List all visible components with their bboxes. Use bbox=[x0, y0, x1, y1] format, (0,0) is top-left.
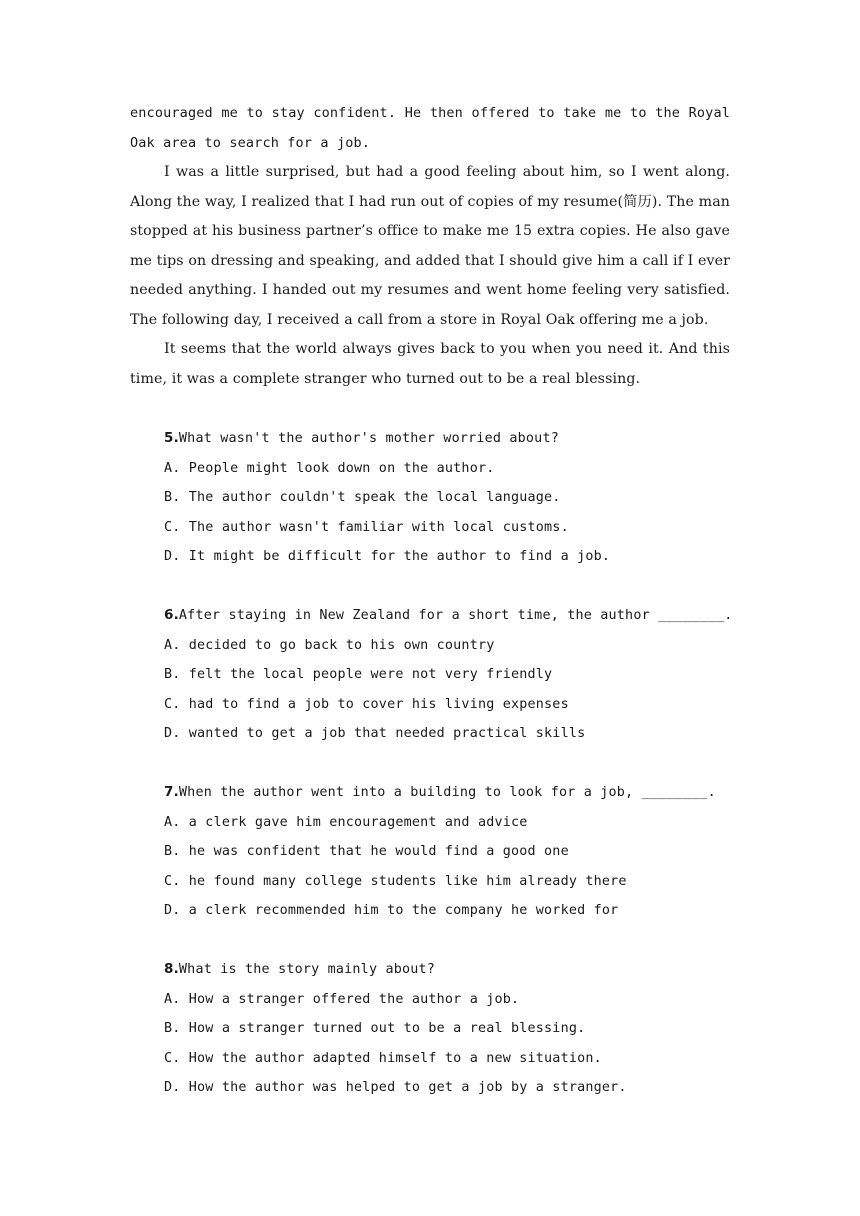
question-number: 6. bbox=[164, 607, 179, 623]
option-a: A. People might look down on the author. bbox=[164, 460, 495, 476]
option-d: D. It might be difficult for the author to find a job. bbox=[164, 549, 611, 564]
question-5 bbox=[164, 424, 764, 572]
question-8 bbox=[164, 955, 764, 1103]
option-c: C. had to find a job to cover his living expenses bbox=[164, 696, 569, 712]
option-a: A. a clerk gave him encouragement and advice bbox=[164, 814, 528, 830]
question-6 bbox=[164, 601, 764, 749]
question-text: What is the story mainly about? bbox=[178, 962, 436, 977]
option-b: B. How a stranger turned out to be a real blessing. bbox=[164, 1021, 586, 1036]
question-number: 7. bbox=[164, 784, 179, 800]
option-d: D. How the author was helped to get a job by a stranger. bbox=[164, 1080, 627, 1095]
question-number: 5. bbox=[164, 430, 179, 446]
question-text: What wasn't the author's mother worried about? bbox=[178, 431, 559, 446]
option-c: C. How the author adapted himself to a new situation. bbox=[164, 1050, 602, 1066]
question-stem bbox=[164, 778, 764, 808]
option-d: D. wanted to get a job that needed practical skills bbox=[164, 726, 586, 741]
option-c: C. he found many college students like him already there bbox=[164, 873, 627, 889]
option-b: B. felt the local people were not very friendly bbox=[164, 667, 553, 682]
passage-paragraph-3: It seems that the world always gives back to you when you need it. And this time, it was a complete stranger who turned out to be a real blessing. bbox=[130, 341, 730, 387]
option-c: C. The author wasn't familiar with local customs. bbox=[164, 519, 569, 535]
option-b: B. he was confident that he would find a good one bbox=[164, 844, 569, 859]
question-stem bbox=[164, 955, 764, 985]
passage-paragraph-1: encouraged me to stay confident. He then offered to take me to the Royal Oak area to search for a job. bbox=[130, 105, 730, 151]
question-stem bbox=[164, 601, 764, 631]
option-d: D. a clerk recommended him to the company he worked for bbox=[164, 903, 619, 918]
option-b: B. The author couldn't speak the local language. bbox=[164, 490, 561, 505]
question-text: After staying in New Zealand for a short time, the author ________. bbox=[178, 608, 733, 623]
question-7 bbox=[164, 778, 764, 926]
question-text: When the author went into a building to look for a job, ________. bbox=[178, 785, 716, 800]
passage-paragraph-2: I was a little surprised, but had a good feeling about him, so I went along. Along the way, I realized that I had run out of copies of my resume(简历). The man stopped at his business partner’s office to make me 15 extra copies. He also gave me tips on dressing and speaking, and added that I should give him a call if I ever needed anything. I handed out my resumes and went home feeling very satisfied. The following day, I received a call from a store in Royal Oak offering me a job. bbox=[130, 164, 730, 328]
option-a: A. decided to go back to his own country bbox=[164, 637, 495, 653]
question-stem bbox=[164, 424, 764, 454]
option-a: A. How a stranger offered the author a job. bbox=[164, 991, 520, 1007]
question-number: 8. bbox=[164, 961, 179, 977]
